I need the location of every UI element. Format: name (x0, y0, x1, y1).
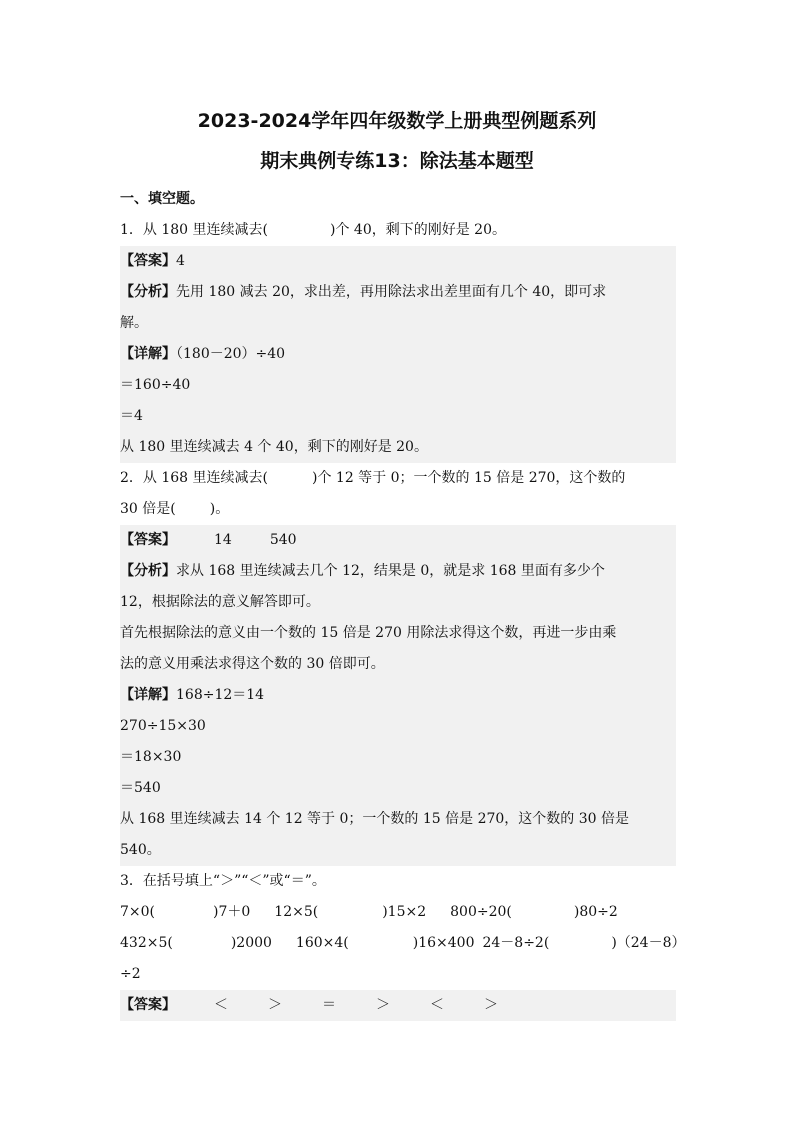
q3-answer-6: ＞ (484, 997, 498, 1013)
detail-label: 【详解】 (120, 687, 176, 703)
q3-r1-b1: 12×5( (274, 904, 319, 920)
doc-subtitle: 期末典例专练13：除法基本题型 (260, 150, 534, 172)
q1-analysis-text-1: 先用 180 减去 20，求出差，再用除法求出差里面有几个 40，即可求 (176, 284, 607, 300)
q3-r1-b2: )15×2 (382, 904, 427, 920)
analysis-label: 【分析】 (120, 284, 176, 300)
q3-answer-3: ＝ (322, 997, 336, 1013)
q2-analysis-text-1: 求从 168 里连续减去几个 12，结果是 0，就是求 168 里面有多少个 (176, 563, 605, 579)
q1-detail-1 (120, 339, 676, 370)
q3-r1-a1: 7×0( (120, 904, 156, 920)
q2-answer (120, 525, 676, 556)
q3-answer-5: ＜ (430, 997, 444, 1013)
q2-answer-1: 14 (214, 532, 232, 548)
q2-stem-a: 2．从 168 里连续减去( (120, 470, 268, 486)
q2-detail-3: ＝18×30 (120, 742, 676, 773)
q2-answer-2: 540 (269, 532, 297, 548)
q1-answer-value: 4 (176, 253, 185, 269)
q3-answer-4: ＞ (376, 997, 390, 1013)
answer-label: 【答案】 (120, 253, 176, 269)
q1-analysis-1 (120, 277, 676, 308)
q3-r1-c1: 800÷20( (450, 904, 512, 920)
q2-detail-2: 270÷15×30 (120, 711, 676, 742)
q3-row-2 (120, 928, 686, 959)
q3-r1-c2: )80÷2 (573, 904, 618, 920)
q1-conclusion: 从 180 里连续减去 4 个 40，剩下的刚好是 20。 (120, 432, 676, 463)
q1-analysis-2: 解。 (120, 308, 676, 339)
q2-stem-c: 30 倍是( (120, 501, 176, 517)
q3-r2-c1: 24－8÷2( (482, 935, 550, 951)
q1-detail-2: ＝160÷40 (120, 370, 676, 401)
q3-r2-c2: )（24－8） (611, 935, 686, 951)
analysis-label: 【分析】 (120, 563, 176, 579)
detail-label: 【详解】 (120, 346, 176, 362)
q3-r1-a2: )7＋0 (213, 904, 251, 920)
q3-answer-2: ＞ (268, 997, 282, 1013)
q3-r2-b2: )16×400 (412, 935, 475, 951)
doc-body (120, 184, 686, 1021)
q2-detail-4: ＝540 (120, 773, 676, 804)
answer-label: 【答案】 (120, 532, 176, 548)
q3-r2-a1: 432×5( (120, 935, 173, 951)
q2-conclusion-2: 540。 (120, 835, 676, 866)
q2-analysis-3: 首先根据除法的意义由一个数的 15 倍是 270 用除法求得这个数，再进一步由乘 (120, 618, 676, 649)
q2-conclusion-1: 从 168 里连续减去 14 个 12 等于 0；一个数的 15 倍是 270，这个数的 30 倍是 (120, 804, 676, 835)
q2-analysis-4: 法的意义用乘法求得这个数的 30 倍即可。 (120, 649, 676, 680)
answer-label: 【答案】 (120, 997, 176, 1013)
q3-r2-a2: )2000 (230, 935, 272, 951)
q2-detail-1 (120, 680, 676, 711)
doc-title: 2023-2024学年四年级数学上册典型例题系列 (197, 110, 597, 132)
q1-detail-3: ＝4 (120, 401, 676, 432)
q3-row-3: ÷2 (120, 966, 141, 982)
q2-stem-1 (120, 463, 676, 494)
q2-analysis-1 (120, 556, 676, 587)
q3-stem: 3．在括号填上“＞”“＜”或“＝”。 (120, 873, 326, 889)
section-heading: 一、填空题。 (120, 191, 204, 207)
q3-r2-b1: 160×4( (295, 935, 349, 951)
q1-stem-a: 1．从 180 里连续减去( (120, 222, 268, 238)
q2-stem-b: )个 12 等于 0；一个数的 15 倍是 270，这个数的 (312, 470, 626, 486)
q2-stem-2 (120, 494, 676, 525)
q1-answer (120, 246, 676, 277)
q2-detail-text-1: 168÷12＝14 (176, 687, 265, 703)
q1-stem (120, 215, 676, 246)
q3-answer-1: ＜ (214, 997, 228, 1013)
q1-detail-text-1: （180－20）÷40 (176, 346, 286, 362)
q1-stem-b: )个 40，剩下的刚好是 20。 (330, 222, 506, 238)
q2-stem-d: )。 (209, 501, 230, 517)
q3-answer (120, 990, 676, 1021)
q3-row-1 (120, 897, 676, 928)
q2-analysis-2: 12，根据除法的意义解答即可。 (120, 587, 676, 618)
